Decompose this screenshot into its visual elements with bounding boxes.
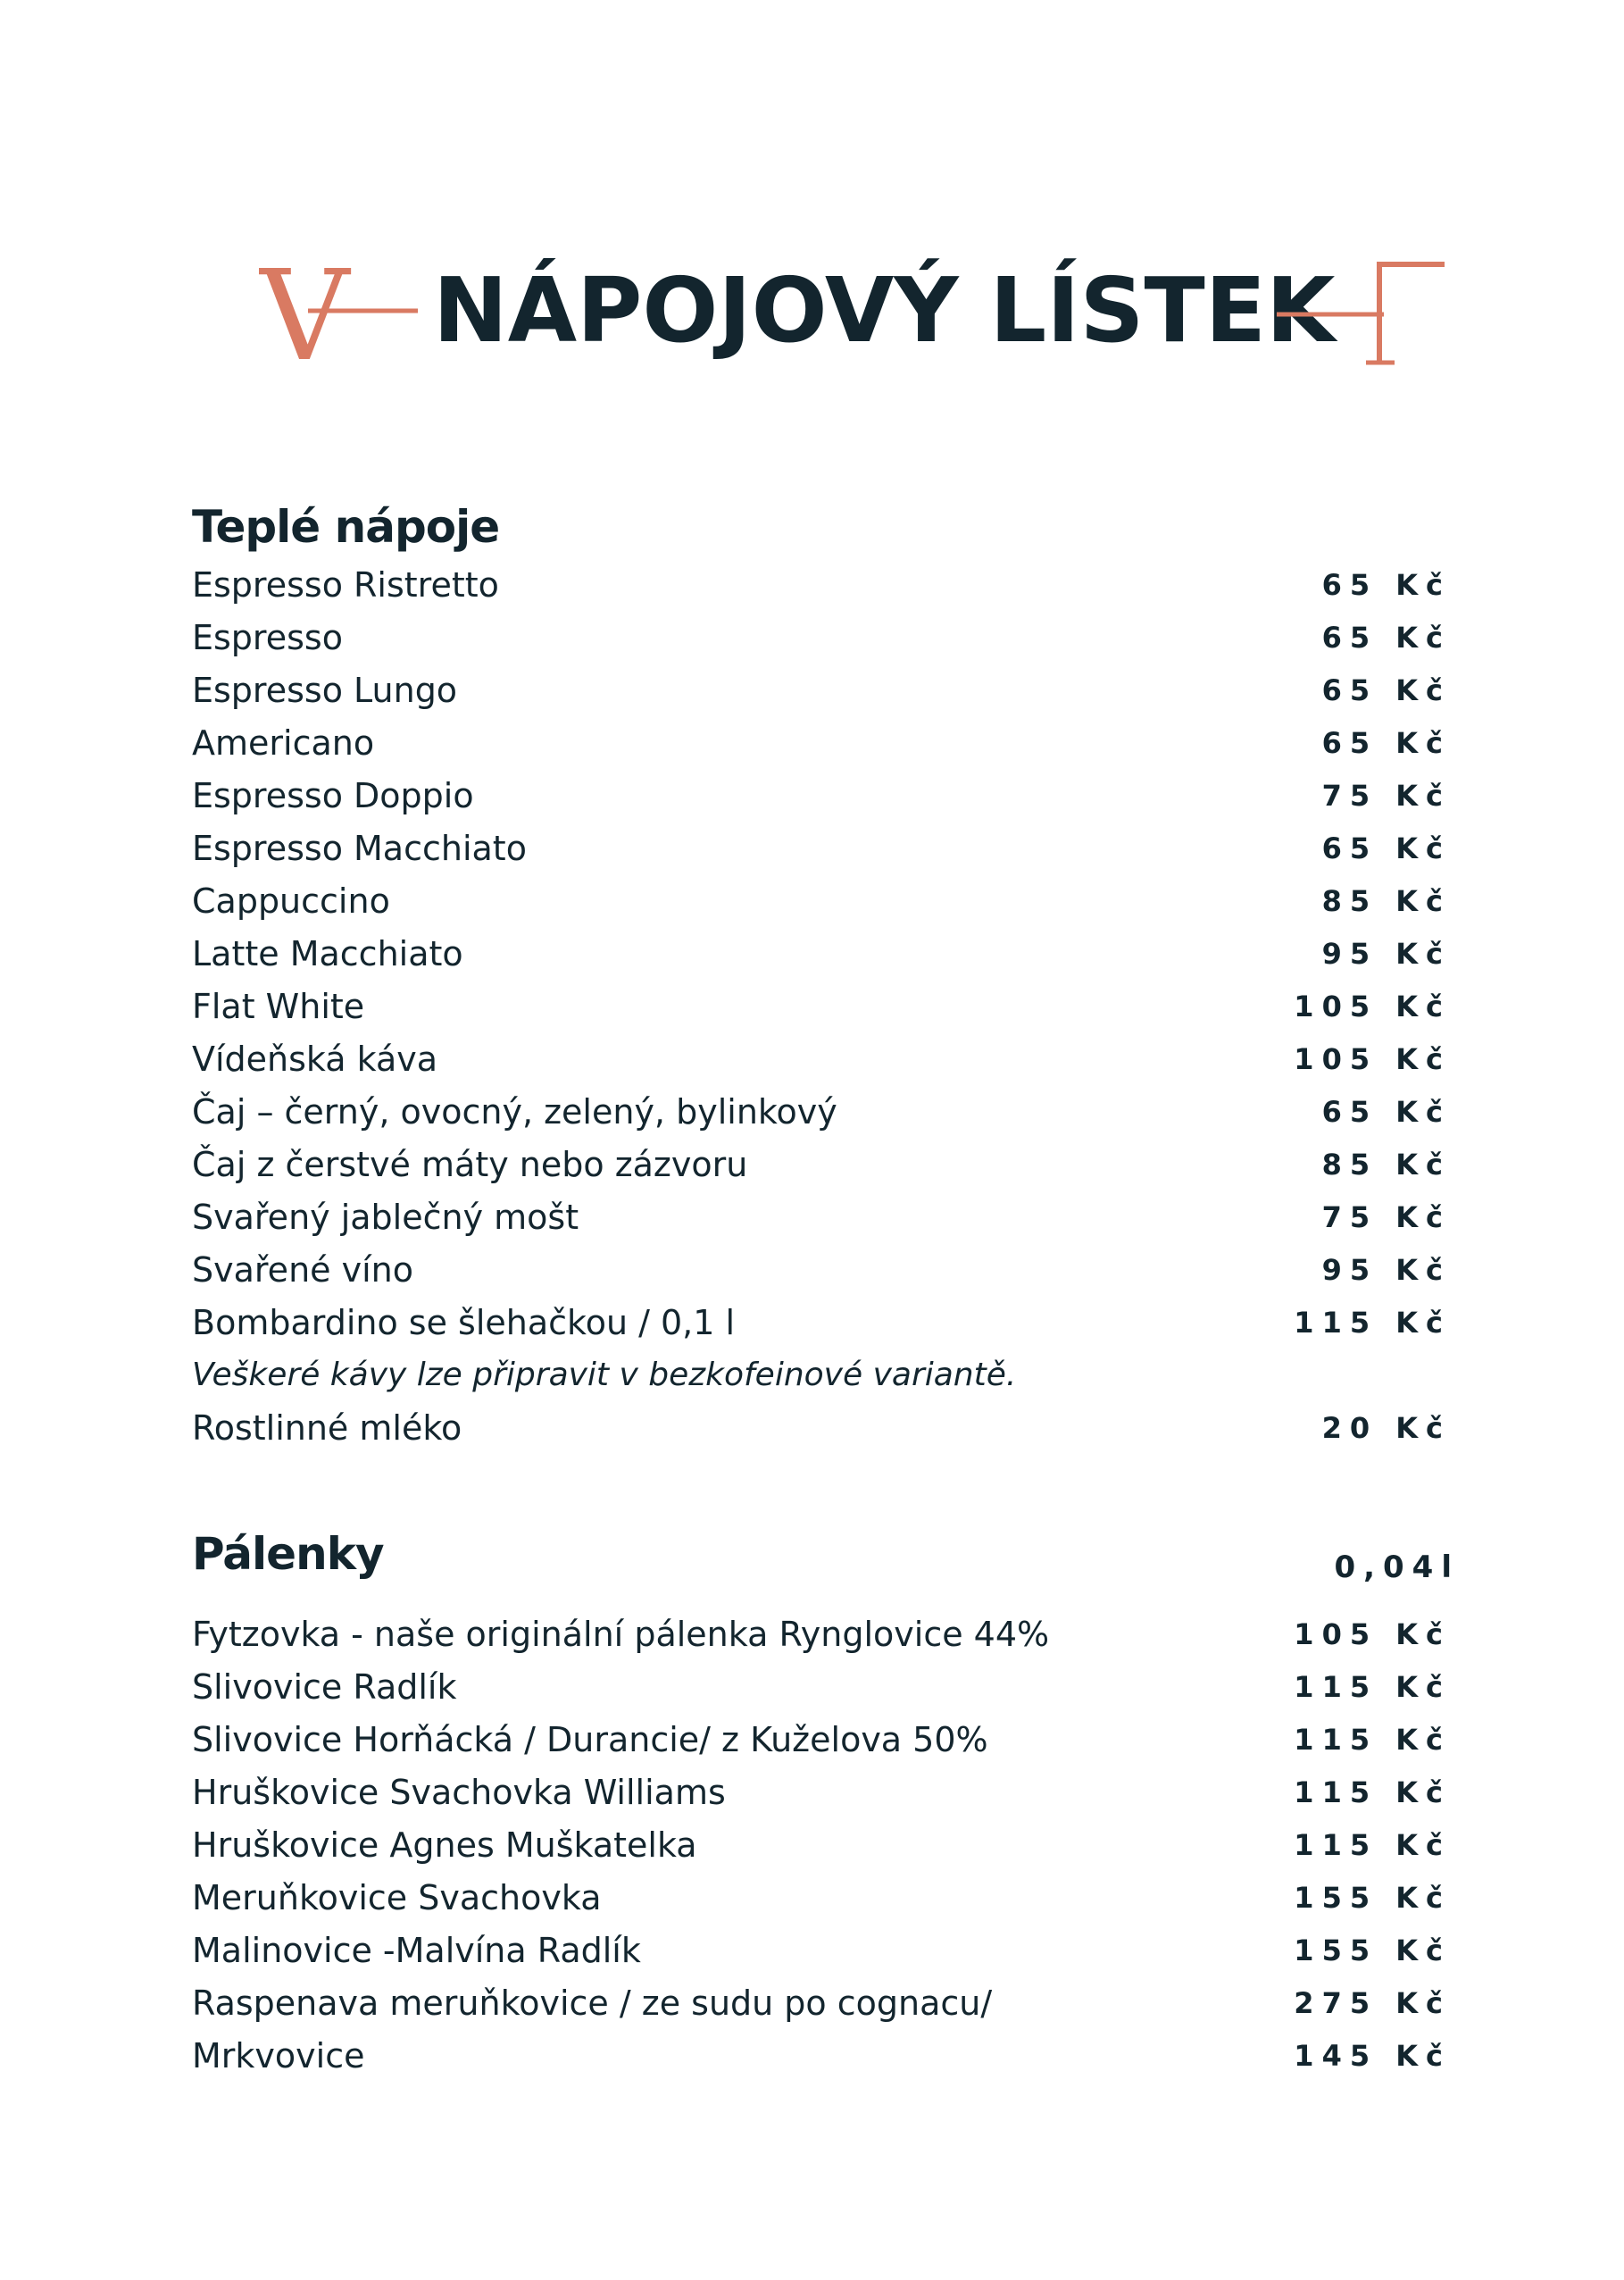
menu-item	[192, 716, 1460, 769]
menu-item	[192, 1190, 1460, 1243]
item-price: 105 Kč	[1294, 990, 1451, 1023]
menu-item	[192, 1608, 1460, 1660]
item-price: 155 Kč	[1294, 1881, 1451, 1915]
item-price: 115 Kč	[1294, 1670, 1451, 1704]
item-name: Hruškovice Agnes Muškatelka	[192, 1825, 697, 1865]
menu-item	[192, 980, 1460, 1032]
item-name: Raspenava meruňkovice / ze sudu po cognacu/	[192, 1984, 993, 2023]
menu-item	[192, 874, 1460, 927]
item-name: Espresso	[192, 618, 343, 657]
item-price: 115 Kč	[1294, 1828, 1451, 1862]
menu-item	[192, 1766, 1460, 1818]
item-price: 20 Kč	[1321, 1411, 1451, 1445]
item-price: 65 Kč	[1321, 831, 1451, 865]
item-price: 115 Kč	[1294, 1723, 1451, 1757]
item-price: 85 Kč	[1321, 884, 1451, 918]
menu-item	[192, 769, 1460, 822]
item-price: 105 Kč	[1294, 1042, 1451, 1076]
page-header	[250, 241, 1455, 384]
item-name: Espresso Ristretto	[192, 565, 499, 605]
item-price: 145 Kč	[1294, 2039, 1451, 2073]
item-price: 65 Kč	[1321, 568, 1451, 602]
item-name: Espresso Lungo	[192, 671, 458, 710]
item-price: 115 Kč	[1294, 1306, 1451, 1340]
item-name: Svařený jablečný mošt	[192, 1198, 579, 1237]
section-title-warm-drinks: Teplé nápoje	[192, 501, 500, 553]
menu-item	[192, 611, 1460, 664]
item-price: 65 Kč	[1321, 1095, 1451, 1129]
item-name: Americano	[192, 723, 375, 763]
menu-item	[192, 1871, 1460, 1924]
item-name: Slivovice Radlík	[192, 1667, 457, 1707]
item-name: Vídeňská káva	[192, 1040, 438, 1079]
spirits-header	[192, 1523, 1460, 1608]
item-name: Hruškovice Svachovka Williams	[192, 1773, 726, 1812]
item-price: 95 Kč	[1321, 937, 1451, 971]
section-warm-drinks	[192, 496, 1460, 1454]
item-price: 105 Kč	[1294, 1617, 1451, 1651]
item-name: Cappuccino	[192, 881, 390, 921]
item-price: 155 Kč	[1294, 1933, 1451, 1967]
volume-label: 0,04l	[1334, 1549, 1460, 1585]
menu-item	[192, 1976, 1460, 2029]
logo-left-letter: V	[259, 259, 350, 366]
item-price: 65 Kč	[1321, 726, 1451, 760]
item-price: 85 Kč	[1321, 1148, 1451, 1182]
logo-v-icon	[259, 259, 420, 366]
menu-item	[192, 1818, 1460, 1871]
item-name: Slivovice Horňácká / Durancie/ z Kuželova 50%	[192, 1720, 988, 1759]
item-name: Mrkvovice	[192, 2036, 365, 2075]
menu-item	[192, 822, 1460, 874]
menu-item	[192, 1296, 1460, 1349]
item-name: Čaj z čerstvé máty nebo zázvoru	[192, 1145, 748, 1184]
item-price: 75 Kč	[1321, 779, 1451, 813]
item-price: 95 Kč	[1321, 1253, 1451, 1287]
item-price: 65 Kč	[1321, 621, 1451, 655]
decaf-note-row	[192, 1349, 1460, 1401]
menu-item	[192, 664, 1460, 716]
section-spirits	[192, 1523, 1460, 2082]
menu-item	[192, 1085, 1460, 1138]
item-name: Fytzovka - naše originální pálenka Rynglovice 44%	[192, 1615, 1050, 1654]
decaf-note: Veškeré kávy lze připravit v bezkofeinové variantě.	[192, 1357, 1017, 1393]
menu-item	[192, 1032, 1460, 1085]
menu-item-plant-milk	[192, 1401, 1460, 1454]
item-name: Malinovice -Malvína Radlík	[192, 1931, 641, 1970]
menu-item	[192, 1713, 1460, 1766]
item-name: Rostlinné mléko	[192, 1408, 462, 1448]
menu-item	[192, 1138, 1460, 1190]
item-name: Espresso Doppio	[192, 776, 474, 815]
menu-item	[192, 927, 1460, 980]
item-price: 275 Kč	[1294, 1986, 1451, 2020]
item-name: Svařené víno	[192, 1250, 413, 1290]
menu-item	[192, 2029, 1460, 2082]
logo-f-icon	[1277, 259, 1446, 366]
menu-item	[192, 1243, 1460, 1296]
item-price: 75 Kč	[1321, 1200, 1451, 1234]
item-name: Latte Macchiato	[192, 934, 463, 973]
section-title-spirits: Pálenky	[192, 1528, 384, 1580]
item-price: 115 Kč	[1294, 1775, 1451, 1809]
menu-item	[192, 1924, 1460, 1976]
spirits-list	[192, 1608, 1460, 2082]
menu-item	[192, 1660, 1460, 1713]
item-name: Čaj – černý, ovocný, zelený, bylinkový	[192, 1092, 837, 1132]
item-name: Flat White	[192, 987, 365, 1026]
item-price: 65 Kč	[1321, 673, 1451, 707]
item-name: Bombardino se šlehačkou / 0,1 l	[192, 1303, 736, 1342]
menu-item	[192, 558, 1460, 611]
page-title: NÁPOJOVÝ LÍSTEK	[433, 258, 1336, 363]
item-name: Espresso Macchiato	[192, 829, 527, 868]
item-name: Meruňkovice Svachovka	[192, 1878, 602, 1917]
warm-drinks-list	[192, 558, 1460, 1454]
